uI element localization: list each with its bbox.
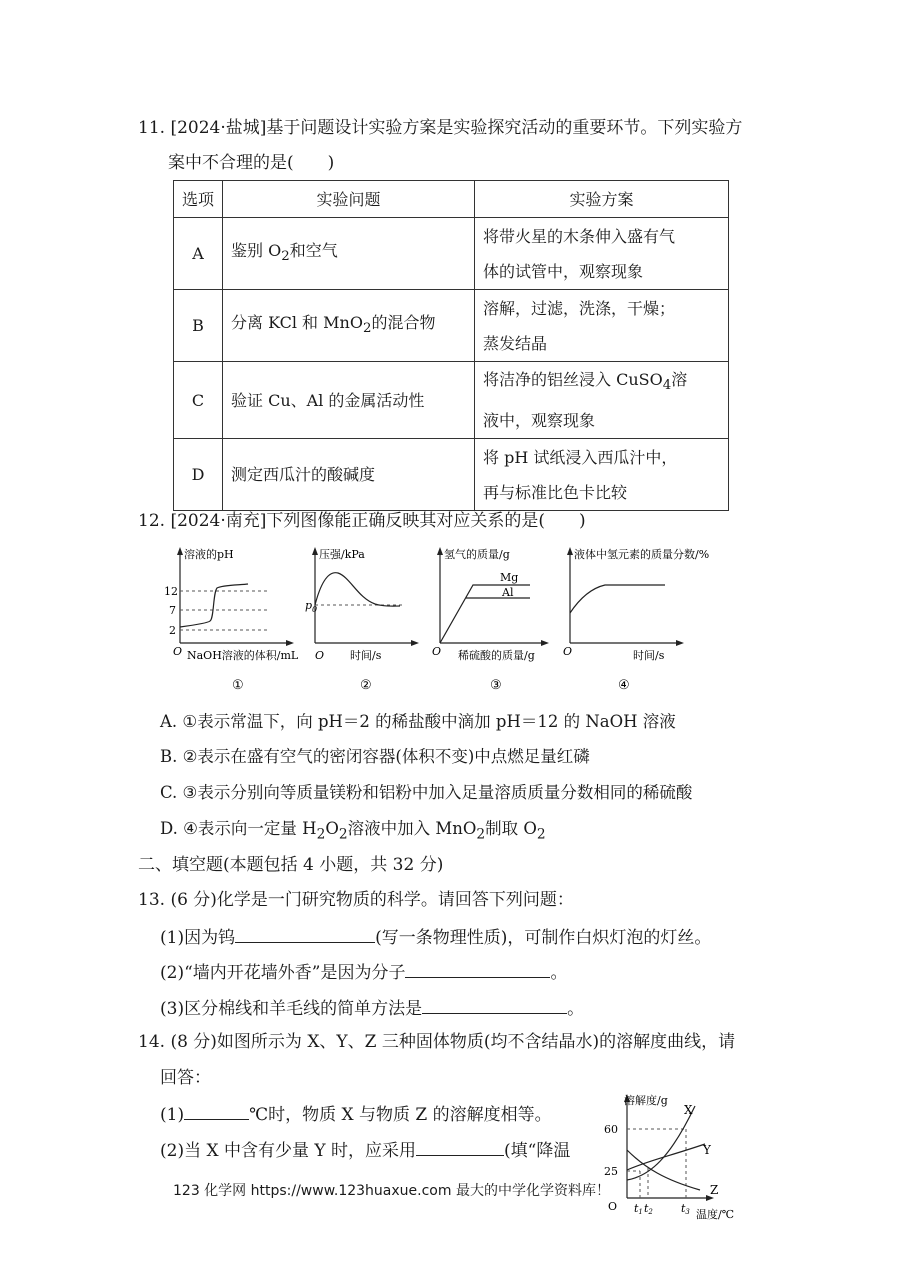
row-question: 鉴别 $O_2$和空气 xyxy=(223,218,475,290)
graph2-xlabel: 时间/s xyxy=(350,649,382,662)
q13-part1: (1)因为钨 (写一条物理性质)，可制作白炽灯泡的灯丝。 xyxy=(160,924,711,950)
graph3-number: ③ xyxy=(490,678,502,693)
q13-stem: 13. (6 分)化学是一门研究物质的科学。请回答下列问题： xyxy=(138,890,574,910)
graph-2 xyxy=(305,547,419,693)
graph3-origin: O xyxy=(432,645,442,658)
graph3-ylabel: 氢气的质量/g xyxy=(444,548,510,561)
graph1-xlabel: NaOH溶液的体积/mL xyxy=(187,649,299,662)
row-plan: 溶解，过滤，洗涤，干燥； 蒸发结晶 xyxy=(475,290,729,362)
q14-graph-origin: O xyxy=(608,1200,618,1213)
q14-solubility-graph xyxy=(600,1088,750,1223)
graph1-number: ① xyxy=(232,678,244,693)
table-header-cell: 实验问题 xyxy=(223,181,475,218)
answer-blank[interactable] xyxy=(416,1137,504,1156)
graph-4 xyxy=(563,547,709,693)
graph2-origin: O xyxy=(315,649,325,662)
q14-graph-t3: t3 xyxy=(681,1202,690,1216)
graph1-tick-2: 2 xyxy=(169,624,176,637)
table-header-row xyxy=(174,181,729,218)
q13-part2: (2)“墙内开花墙外香”是因为分子 。 xyxy=(160,959,567,985)
q14-graph-z-curve: Z xyxy=(710,1183,719,1197)
q12-graphs xyxy=(160,543,820,698)
table-header-cell: 选项 xyxy=(174,181,223,218)
row-question: 测定西瓜汁的酸碱度 xyxy=(223,439,475,511)
q11-stem-line2: 案中不合理的是( ) xyxy=(168,153,335,173)
graph-1 xyxy=(164,547,299,693)
graph2-ylabel: 压强/kPa xyxy=(319,548,365,561)
q13-part3: (3)区分棉线和羊毛线的简单方法是 。 xyxy=(160,995,584,1021)
q14-stem-line1: 14. (8 分)如图所示为 X、Y、Z 三种固体物质(均不含结晶水)的溶解度曲线，请 xyxy=(138,1032,736,1052)
graph4-origin: O xyxy=(563,645,573,658)
row-option: A xyxy=(174,218,223,290)
answer-blank[interactable] xyxy=(422,995,567,1014)
table-header-cell: 实验方案 xyxy=(475,181,729,218)
graph4-xlabel: 时间/s xyxy=(633,649,665,662)
q14-graph-t2: t2 xyxy=(644,1202,653,1216)
q12-option-d: D. ④表示向一定量 $H_2O_2$溶液中加入 MnO$_2$制取 $O_2$ xyxy=(160,819,546,843)
table-row xyxy=(174,290,729,362)
q14-graph-ylabel: 溶解度/g xyxy=(624,1094,668,1107)
graph3-al-label: Al xyxy=(502,586,514,599)
q14-graph-x-curve: X xyxy=(684,1103,693,1117)
table-row xyxy=(174,218,729,290)
page-footer: 123 化学网 https://www.123huaxue.com 最大的中学化学资料库！ xyxy=(173,1183,610,1199)
q14-graph-t1: t1 xyxy=(634,1202,643,1216)
q14-graph-xlabel: 温度/℃ xyxy=(696,1208,735,1221)
graph1-ylabel: 溶液的pH xyxy=(184,548,234,561)
q12-stem: 12. [2024·南充]下列图像能正确反映其对应关系的是( ) xyxy=(138,511,586,531)
q14-graph-y-curve: Y xyxy=(703,1143,711,1157)
row-question: 分离 KCl 和 MnO$_2$的混合物 xyxy=(223,290,475,362)
table-row xyxy=(174,362,729,439)
section-2-heading: 二、填空题(本题包括 4 小题，共 32 分) xyxy=(138,855,444,875)
row-option: C xyxy=(174,362,223,439)
row-plan: 将洁净的铝丝浸入 CuSO$_4$溶 液中，观察现象 xyxy=(475,362,729,439)
row-option: B xyxy=(174,290,223,362)
graph2-number: ② xyxy=(360,678,372,693)
answer-blank[interactable] xyxy=(405,959,550,978)
answer-blank[interactable] xyxy=(235,924,375,943)
row-question: 验证 Cu、Al 的金属活动性 xyxy=(223,362,475,439)
row-plan: 将 pH 试纸浸入西瓜汁中， 再与标准比色卡比较 xyxy=(475,439,729,511)
q14-part1: (1) ℃时，物质 X 与物质 Z 的溶解度相等。 xyxy=(160,1101,552,1127)
graph1-origin: O xyxy=(173,645,183,658)
q14-stem-line2: 回答： xyxy=(160,1068,211,1088)
q12-option-c: C. ③表示分别向等质量镁粉和铝粉中加入足量溶质质量分数相同的稀硫酸 xyxy=(160,783,693,802)
q14-part2: (2)当 X 中含有少量 Y 时，应采用 (填“降温 xyxy=(160,1137,570,1163)
row-plan: 将带火星的木条伸入盛有气 体的试管中，观察现象 xyxy=(475,218,729,290)
graph4-ylabel: 液体中氢元素的质量分数/% xyxy=(574,548,710,561)
graph3-mg-label: Mg xyxy=(500,571,519,584)
q11-table xyxy=(173,180,729,511)
q14-graph-tick-60: 60 xyxy=(604,1123,618,1136)
graph4-number: ④ xyxy=(618,678,630,693)
table-row xyxy=(174,439,729,511)
q14-graph-tick-25: 25 xyxy=(604,1165,618,1178)
q12-option-a: A. ①表示常温下，向 pH＝2 的稀盐酸中滴加 pH＝12 的 NaOH 溶液 xyxy=(160,712,676,731)
answer-blank[interactable] xyxy=(184,1101,249,1120)
graph3-xlabel: 稀硫酸的质量/g xyxy=(458,649,535,662)
graph2-p0: $p_0$ xyxy=(305,599,318,614)
graph1-tick-7: 7 xyxy=(169,604,176,617)
q12-option-b: B. ②表示在盛有空气的密闭容器(体积不变)中点燃足量红磷 xyxy=(160,747,590,766)
graph1-tick-12: 12 xyxy=(164,585,178,598)
q11-stem-line1: 11. [2024·盐城]基于问题设计实验方案是实验探究活动的重要环节。下列实验方 xyxy=(138,118,743,138)
graph-3 xyxy=(432,547,549,693)
row-option: D xyxy=(174,439,223,511)
